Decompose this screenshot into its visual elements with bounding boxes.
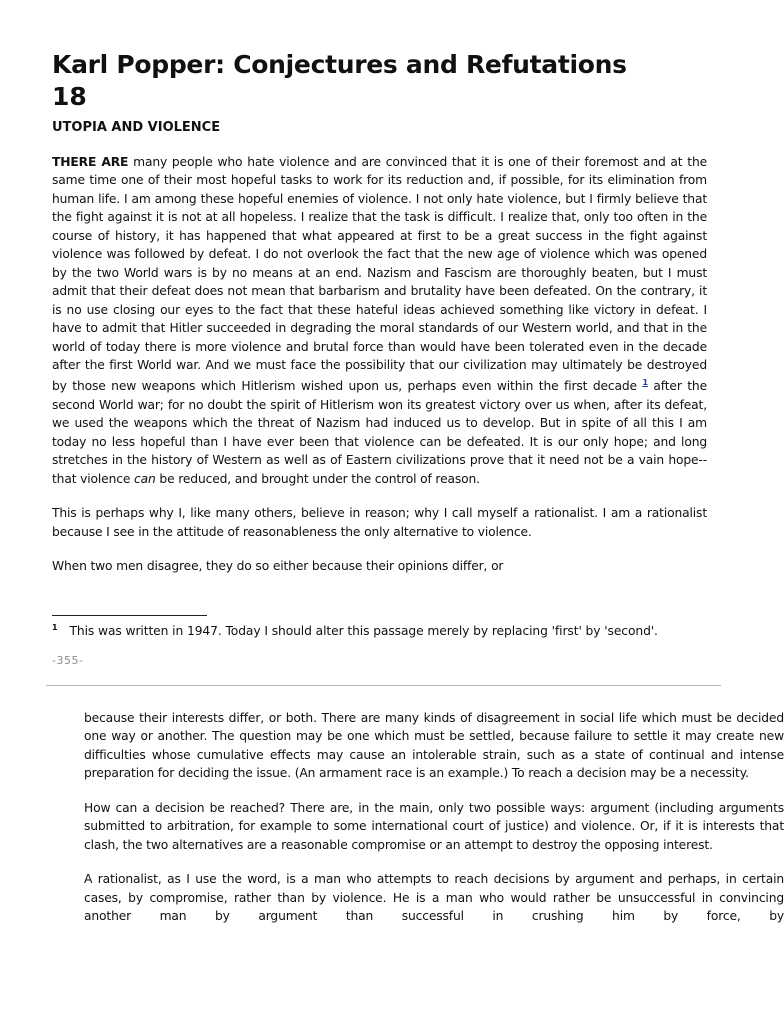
paragraph-text: after the second World war; for no doubt the spirit of Hitlerism won its greatest victory over us when, after its defeat, we used the weapons which the threat of Nazism had induced us to develop. But in spite of all this I am today no less hopeful than I have ever been that violence can be defeated. It is our only hope; and long stretches in the history of Western as well as of Eastern civilizations prove that it need not be a vain hope--that violence	[52, 379, 707, 486]
page-divider	[46, 685, 721, 686]
footnote-mark: 1	[52, 623, 58, 632]
footnote-text: This was written in 1947. Today I should alter this passage merely by replacing 'first' by 'second'.	[69, 624, 658, 639]
page-number: -355-	[52, 654, 84, 667]
page-356-viewport	[0, 690, 784, 1024]
page2-paragraph-1: because their interests differ, or both. There are many kinds of disagreement in social life which must be decided one way or another. The question may be one which must be settled, because failure to settle it may create new difficulties whose cumulative effects may cause an intolerable strain, such as a state of continual and intense preparation for deciding the issue. (An armament race is an example.) To reach a decision may be a necessity.	[84, 711, 784, 781]
footnote-separator	[52, 615, 207, 616]
document-title: Karl Popper: Conjectures and Refutations	[52, 50, 627, 79]
chapter-title: UTOPIA AND VIOLENCE	[52, 120, 221, 135]
footnote-reference-link[interactable]: 1	[642, 378, 648, 388]
paragraph-2: This is perhaps why I, like many others, believe in reason; why I call myself a rationalist. I am a rationalist because I see in the attitude of reasonableness the only alternative to violence.	[52, 506, 707, 539]
chapter-number: 18	[52, 82, 87, 111]
page-356	[84, 709, 784, 942]
page-355	[52, 48, 707, 592]
footnote	[52, 620, 712, 639]
paragraph-1	[52, 153, 707, 488]
emphasis-text: can	[134, 471, 156, 486]
paragraph-lead: THERE ARE	[52, 155, 129, 169]
paragraph-3: When two men disagree, they do so either because their opinions differ, or	[52, 559, 504, 574]
paragraph-text: many people who hate violence and are convinced that it is one of their foremost and at the same time one of their most hopeful tasks to work for its reduction and, if possible, for its elimination from human life. I am among these hopeful enemies of violence. I not only hate violence, but I firmly believe that the fight against it is not at all hopeless. I realize that the task is difficult. I realize that, only too often in the course of history, it has happened that what appeared at first to be a great success in the fight against violence was followed by defeat. I do not overlook the fact that the new age of violence which was opened by the two World wars is by no means at an end. Nazism and Fascism are thoroughly beaten, but I must admit that their defeat does not mean that barbarism and brutality have been defeated. On the contrary, it is no use closing our eyes to the fact that these hateful ideas achieved something like victory in defeat. I have to admit that Hitler succeeded in degrading the moral standards of our Western world, and that in the world of today there is more violence and brutal force than would have been tolerated even in the decade after the first World war. And we must face the possibility that our civilization may ultimately be destroyed by those new weapons which Hitlerism wished upon us, perhaps even within the first decade	[52, 155, 708, 394]
paragraph-text: be reduced, and brought under the control of reason.	[155, 471, 480, 486]
page2-paragraph-2: How can a decision be reached? There are, in the main, only two possible ways: argument (including arguments submitted to arbitration, for example to some international court of justice) and violence. Or, if it is interests that clash, the two alternatives are a reasonable compromise or an attempt to destroy the opposing interest.	[84, 800, 784, 852]
page2-paragraph-3: A rationalist, as I use the word, is a man who attempts to reach decisions by argument and perhaps, in certain cases, by compromise, rather than by violence. He is a man who would rather be unsuccessful in convincing another man by argument than successful in crushing him by force, by	[84, 872, 784, 924]
